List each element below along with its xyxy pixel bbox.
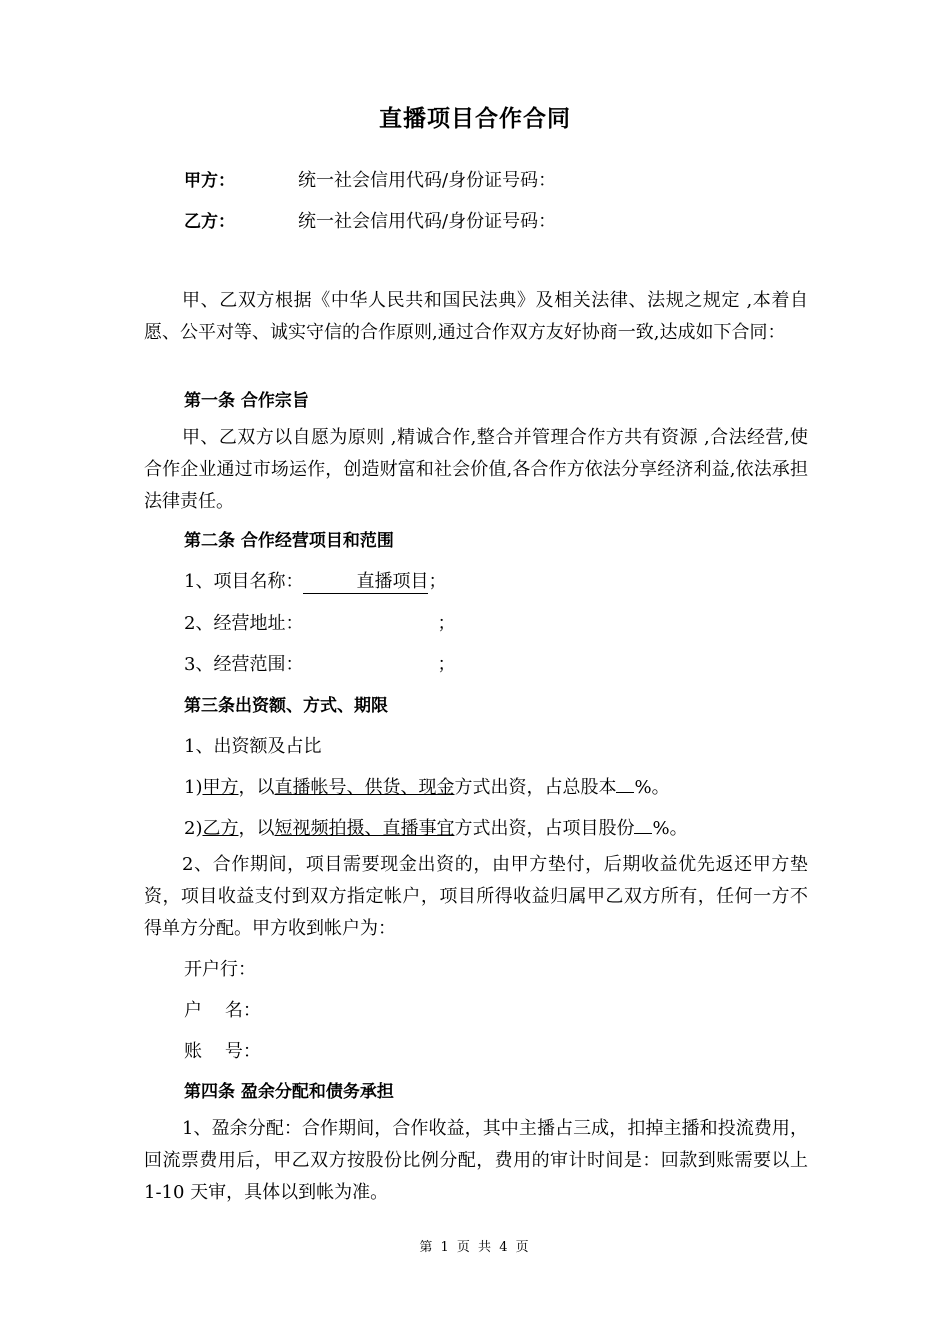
item-1-value-text: 直播项目 [356, 571, 429, 592]
contribution-a-prefix: 1) [184, 777, 203, 798]
contribution-a-percent-blank [616, 792, 634, 793]
article-4-text: 1、盈余分配：合作期间，合作收益，其中主播占三成，扣掉主播和投流费用，回流票费用后，甲乙双方按股份比例分配，费用的审计时间是：回款到账需要以上 1-10 天审，具体以到帐为准。 [144, 1118, 808, 1203]
item-1-end: ； [428, 571, 447, 592]
article-3-heading: 第三条出资额、方式、期限 [184, 696, 388, 716]
item-3-end: ； [437, 654, 456, 675]
contribution-a-percent: %。 [634, 777, 670, 798]
intro-paragraph: 甲、乙双方根据《中华人民共和国民法典》及相关法律、法规之规定 ,本着自愿、公平对等、诚实守信的合作原则,通过合作双方友好协商一致,达成如下合同： [144, 290, 808, 343]
contribution-a-means: 直播帐号、供货、现金 [274, 777, 455, 798]
contribution-b-line [184, 814, 688, 840]
document-title: 直播项目合作合同 [379, 106, 571, 132]
item-2-label: 2、经营地址： [184, 613, 304, 634]
item-2-line [184, 609, 455, 635]
party-b-label: 乙方： [184, 212, 235, 232]
contribution-b-means: 短视频拍摄、直播事宜 [274, 818, 455, 839]
contribution-b-suffix: 方式出资，占项目股份 [454, 818, 635, 839]
item-1-value [303, 567, 428, 594]
contribution-b-percent: %。 [652, 818, 688, 839]
item-1-line [184, 567, 446, 594]
article-1-heading: 第一条 合作宗旨 [184, 391, 309, 411]
article-1-text: 甲、乙双方以自愿为原则 ,精诚合作,整合并管理合作方共有资源 ,合法经营,使合作企业通过市场运作，创造财富和社会价值,各合作方依法分享经济利益,依法承担法律责任。 [144, 427, 808, 512]
account-name-label: 户 名： [184, 1000, 261, 1021]
contribution-b-mid: ，以 [238, 818, 275, 839]
contribution-b-prefix: 2) [184, 818, 203, 839]
account-number-label: 账 号： [184, 1041, 261, 1062]
article-3-sub-2: 2、合作期间，项目需要现金出资的，由甲方垫付，后期收益优先返还甲方垫资，项目收益支付到双方指定帐户，项目所得收益归属甲乙双方所有，任何一方不得单方分配。甲方收到帐户为： [144, 854, 808, 939]
article-3-sub-1: 1、出资额及占比 [184, 736, 322, 757]
contribution-a-party: 甲方 [202, 777, 239, 798]
party-a-label: 甲方： [184, 171, 235, 191]
contribution-b-percent-blank [634, 833, 652, 834]
contribution-b-party: 乙方 [202, 818, 239, 839]
page-footer: 第 1 页 共 4 页 [419, 1240, 531, 1255]
item-2-end: ； [437, 613, 456, 634]
bank-label: 开户行： [184, 959, 256, 980]
contribution-a-mid: ，以 [238, 777, 275, 798]
party-b-id-label: 统一社会信用代码/身份证号码： [298, 211, 557, 232]
contribution-a-line [184, 773, 670, 799]
contribution-a-suffix: 方式出资，占总股本 [454, 777, 617, 798]
article-4-heading: 第四条 盈余分配和债务承担 [184, 1082, 394, 1102]
item-3-line [184, 650, 455, 676]
item-3-label: 3、经营范围： [184, 654, 304, 675]
party-a-id-label: 统一社会信用代码/身份证号码： [298, 170, 557, 191]
item-1-label: 1、项目名称： [184, 571, 304, 592]
article-2-heading: 第二条 合作经营项目和范围 [184, 531, 394, 551]
